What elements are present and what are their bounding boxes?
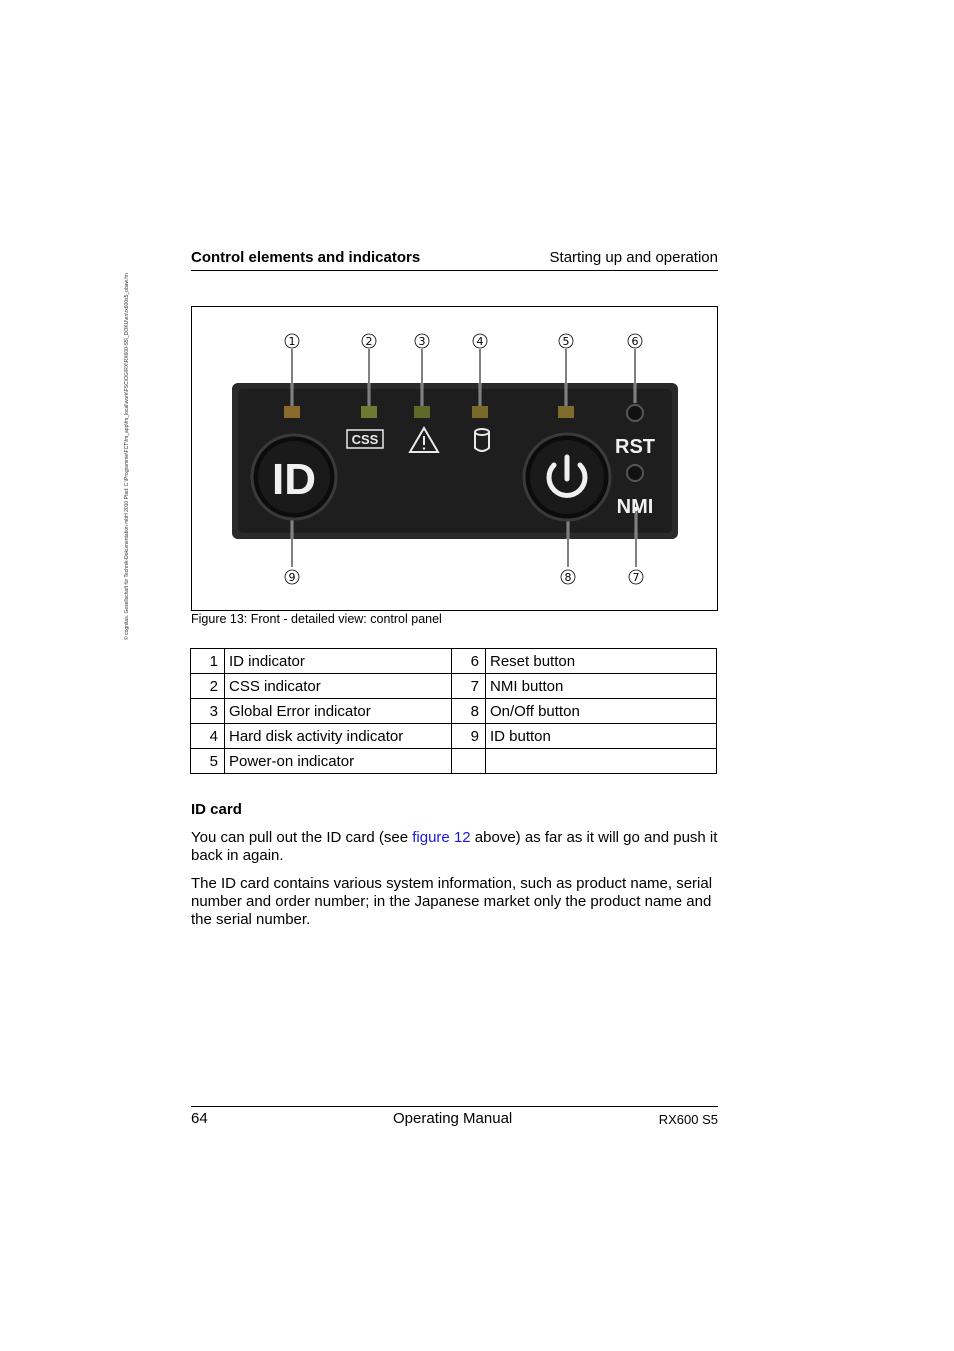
legend-description: Power-on indicator: [225, 749, 452, 774]
table-row: [191, 674, 717, 699]
legend-number: [452, 749, 486, 774]
id-button: [252, 435, 336, 519]
header-rule: [191, 270, 718, 271]
id-indicator-led: [284, 406, 300, 418]
legend-description: CSS indicator: [225, 674, 452, 699]
power-indicator-led: [558, 406, 574, 418]
page-number: 64: [191, 1110, 208, 1127]
nmi-label: NMI: [616, 496, 654, 518]
legend-description: Reset button: [486, 649, 717, 674]
control-panel-illustration: [192, 307, 717, 610]
callout-2: 2: [365, 335, 373, 348]
table-row: [191, 649, 717, 674]
header-chapter-title: Starting up and operation: [549, 249, 718, 266]
figure-control-panel: [191, 306, 718, 611]
figure-12-link[interactable]: figure 12: [412, 829, 471, 846]
header-section-title: Control elements and indicators: [191, 249, 421, 266]
footer-rule: [191, 1106, 718, 1107]
css-label: CSS: [351, 432, 379, 447]
legend-description: [486, 749, 717, 774]
legend-number: 9: [452, 724, 486, 749]
paragraph-text: above) as far as it will go and push it back in again.: [191, 829, 718, 864]
callout-6: 6: [631, 335, 639, 348]
reset-button: [627, 405, 643, 421]
legend-description: Hard disk activity indicator: [225, 724, 452, 749]
table-row: [191, 724, 717, 749]
legend-description: On/Off button: [486, 699, 717, 724]
margin-note: [124, 240, 132, 640]
callout-3: 3: [418, 335, 426, 348]
callout-1: 1: [288, 335, 296, 348]
legend-description: ID button: [486, 724, 717, 749]
callout-8: 8: [564, 571, 572, 584]
callout-9: 9: [288, 571, 296, 584]
legend-description: Global Error indicator: [225, 699, 452, 724]
callout-4: 4: [476, 335, 484, 348]
legend-number: 8: [452, 699, 486, 724]
table-row: [191, 699, 717, 724]
section-title: ID card: [191, 801, 242, 818]
margin-note-text: © cognitas. Gesellschaft für Technik-Dokumentation mbH 2010 Pfad: C:\Programme\FCT\fm_app\fm_local\work\FSC\OG\RX\RX600-S5\_DOKU\en\rx600s5_obaw.fm: [124, 273, 130, 640]
nmi-button: [627, 465, 643, 481]
legend-number: 1: [191, 649, 225, 674]
paragraph-id-card-pull: [191, 829, 719, 865]
legend-number: 2: [191, 674, 225, 699]
table-row: [191, 749, 717, 774]
footer-manual-title: Operating Manual: [393, 1110, 513, 1127]
error-indicator-led: [414, 406, 430, 418]
legend-number: 5: [191, 749, 225, 774]
callout-7: 7: [632, 571, 640, 584]
footer-model: RX600 S5: [658, 1112, 718, 1127]
legend-number: 4: [191, 724, 225, 749]
legend-description: NMI button: [486, 674, 717, 699]
css-indicator-led: [361, 406, 377, 418]
id-button-label: ID: [272, 455, 316, 504]
legend-number: 6: [452, 649, 486, 674]
paragraph-id-card-info: The ID card contains various system information, such as product name, serial number and order number; in the Japanese market only the product name and the serial number.: [191, 875, 713, 928]
legend-description: ID indicator: [225, 649, 452, 674]
rst-label: RST: [615, 436, 655, 458]
on-off-button: [524, 434, 610, 520]
paragraph-text: You can pull out the ID card (see: [191, 829, 413, 846]
callout-5: 5: [562, 335, 570, 348]
figure-caption: Figure 13: Front - detailed view: control panel: [191, 612, 442, 626]
legend-number: 7: [452, 674, 486, 699]
hdd-indicator-led: [472, 406, 488, 418]
legend-table: [190, 648, 717, 774]
legend-number: 3: [191, 699, 225, 724]
